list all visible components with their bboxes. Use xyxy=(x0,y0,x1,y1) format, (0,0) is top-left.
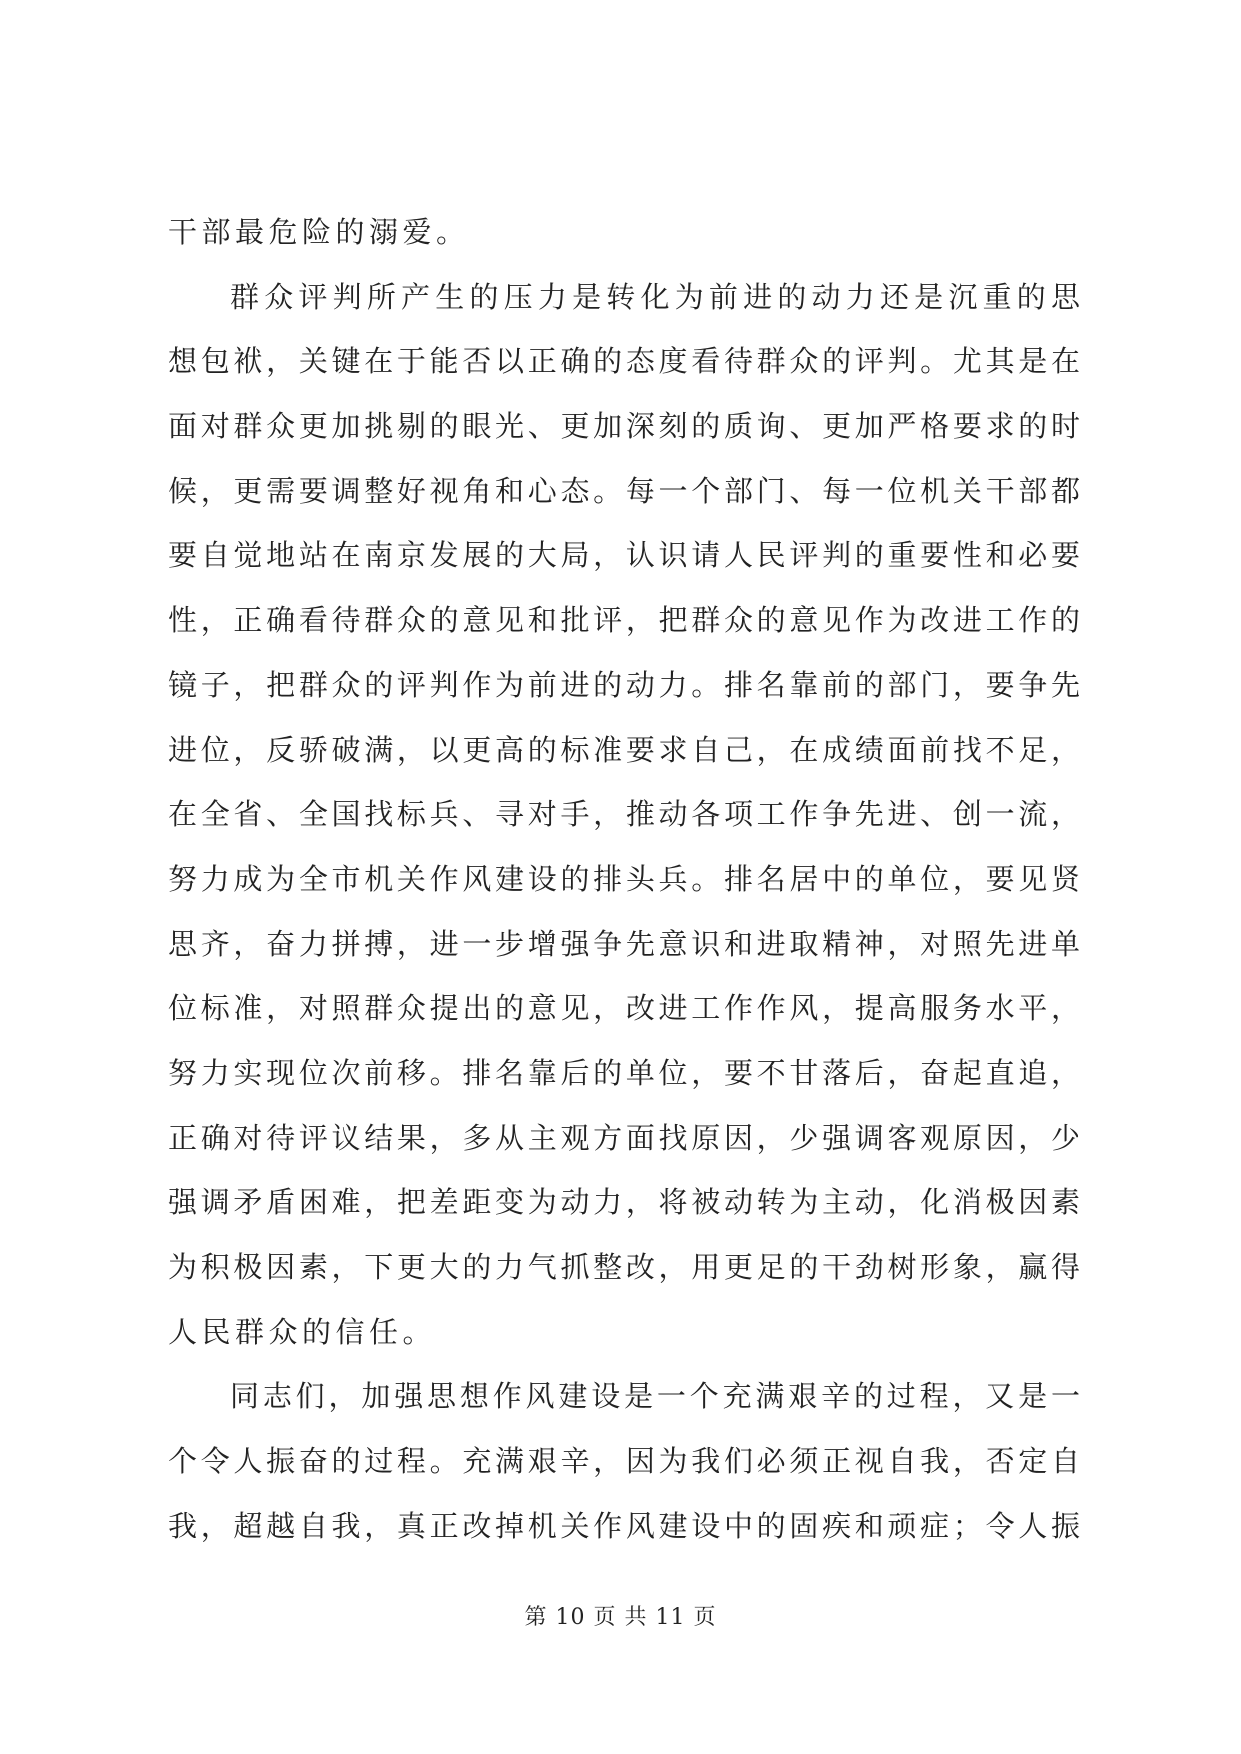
text-line: 为积极因素，下更大的力气抓整改，用更足的干劲树形象，赢得 xyxy=(168,1250,1080,1284)
text-line: 面对群众更加挑剔的眼光、更加深刻的质询、更加严格要求的时 xyxy=(168,409,1080,444)
text-line: 人民群众的信任。 xyxy=(168,1314,437,1349)
text-line: 性，正确看待群众的意见和批评，把群众的意见作为改进工作的 xyxy=(168,603,1080,638)
text-line: 努力实现位次前移。排名靠后的单位，要不甘落后，奋起直追， xyxy=(168,1055,1080,1090)
text-line: 正确对待评议结果，多从主观方面找原因，少强调客观原因，少 xyxy=(168,1120,1080,1155)
page-footer: 第 10 页 共 11 页 xyxy=(524,1605,717,1630)
text-line: 在全省、全国找标兵、寻对手，推动各项工作争先进、创一流， xyxy=(168,797,1080,832)
text-line: 要自觉地站在南京发展的大局，认识请人民评判的重要性和必要 xyxy=(168,538,1080,573)
text-line: 同志们，加强思想作风建设是一个充满艰辛的过程，又是一 xyxy=(230,1379,1080,1414)
body-text xyxy=(168,200,1080,1558)
text-line: 想包袱，关键在于能否以正确的态度看待群众的评判。尤其是在 xyxy=(168,344,1080,379)
text-line: 强调矛盾困难，把差距变为动力，将被动转为主动，化消极因素 xyxy=(168,1185,1080,1220)
text-line: 候，更需要调整好视角和心态。每一个部门、每一位机关干部都 xyxy=(168,473,1080,508)
text-line: 位标准，对照群众提出的意见，改进工作作风，提高服务水平， xyxy=(168,991,1080,1026)
text-line: 镜子，把群众的评判作为前进的动力。排名靠前的部门，要争先 xyxy=(168,667,1080,702)
text-line: 思齐，奋力拼搏，进一步增强争先意识和进取精神，对照先进单 xyxy=(168,926,1080,961)
text-line: 努力成为全市机关作风建设的排头兵。排名居中的单位，要见贤 xyxy=(168,861,1080,896)
text-line: 我，超越自我，真正改掉机关作风建设中的固疾和顽症；令人振 xyxy=(168,1508,1080,1543)
text-line: 群众评判所产生的压力是转化为前进的动力还是沉重的思 xyxy=(230,279,1080,314)
text-line: 个令人振奋的过程。充满艰辛，因为我们必须正视自我，否定自 xyxy=(168,1444,1080,1479)
text-line: 进位，反骄破满，以更高的标准要求自己，在成绩面前找不足， xyxy=(168,732,1080,767)
text-line: 干部最危险的溺爱。 xyxy=(168,215,470,249)
